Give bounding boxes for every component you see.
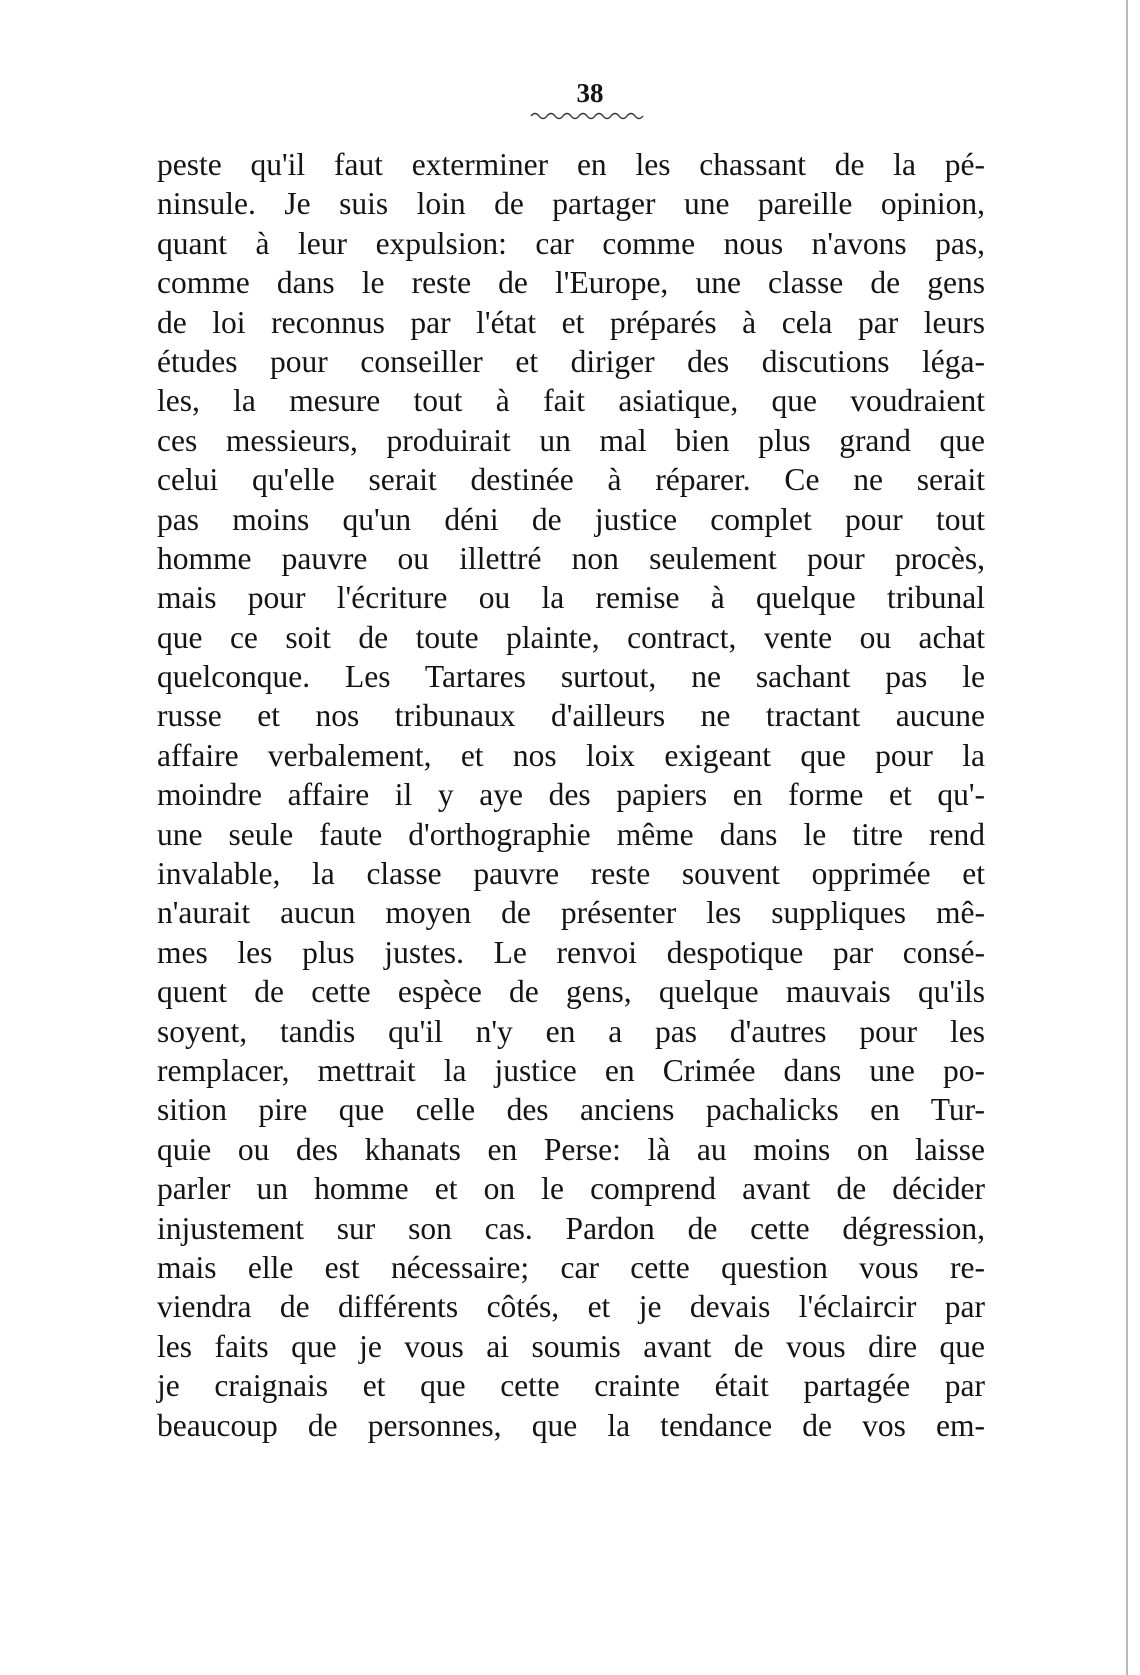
text-line: beaucoup de personnes, que la tendance de vos em- — [157, 1407, 985, 1443]
text-line: injustement sur son cas. Pardon de cette dégression, — [157, 1210, 985, 1246]
text-line: sition pire que celle des anciens pachalicks en Tur- — [157, 1092, 985, 1128]
text-line: russe et nos tribunaux d'ailleurs ne tractant aucune — [157, 698, 985, 734]
text-line: invalable, la classe pauvre reste souvent opprimée et — [157, 856, 985, 892]
text-line: n'aurait aucun moyen de présenter les suppliques mê- — [157, 895, 985, 931]
text-line: une seule faute d'orthographie même dans le titre rend — [157, 816, 985, 852]
text-line: quant à leur expulsion: car comme nous n'avons pas, — [157, 225, 985, 261]
text-line: mes les plus justes. Le renvoi despotique par consé- — [157, 934, 985, 970]
text-line: quelconque. Les Tartares surtout, ne sachant pas le — [157, 659, 985, 695]
text-line: homme pauvre ou illettré non seulement pour procès, — [157, 540, 985, 576]
text-line: pas moins qu'un déni de justice complet pour tout — [157, 501, 985, 537]
text-line: ninsule. Je suis loin de partager une pareille opinion, — [157, 186, 985, 222]
text-line: je craignais et que cette crainte était partagée par — [157, 1368, 985, 1404]
wavy-rule-ornament — [529, 110, 647, 120]
page-edge-line — [1126, 0, 1128, 1675]
text-line: études pour conseiller et diriger des discutions léga- — [157, 343, 985, 379]
text-line: quie ou des khanats en Perse: là au moins on laisse — [157, 1131, 985, 1167]
text-line: mais elle est nécessaire; car cette question vous re- — [157, 1249, 985, 1285]
text-line: les faits que je vous ai soumis avant de vous dire que — [157, 1328, 985, 1364]
text-line: remplacer, mettrait la justice en Crimée dans une po- — [157, 1052, 985, 1088]
text-line: ces messieurs, produirait un mal bien plus grand que — [157, 422, 985, 458]
text-line: peste qu'il faut exterminer en les chassant de la pé- — [157, 147, 985, 182]
text-line: que ce soit de toute plainte, contract, vente ou achat — [157, 619, 985, 655]
page-number: 38 — [576, 78, 604, 108]
text-line: comme dans le reste de l'Europe, une classe de gens — [157, 265, 985, 301]
text-line: affaire verbalement, et nos loix exigeant que pour la — [157, 737, 985, 773]
text-line: soyent, tandis qu'il n'y en a pas d'autres pour les — [157, 1013, 985, 1049]
text-line: de loi reconnus par l'état et préparés à cela par leurs — [157, 304, 985, 340]
text-line: mais pour l'écriture ou la remise à quelque tribunal — [157, 580, 985, 616]
page-header — [0, 78, 1140, 120]
body-paragraph — [157, 145, 985, 1445]
text-line: moindre affaire il y aye des papiers en forme et qu'- — [157, 777, 985, 813]
text-line: celui qu'elle serait destinée à réparer. Ce ne serait — [157, 462, 985, 498]
text-line: parler un homme et on le comprend avant de décider — [157, 1171, 985, 1207]
text-line: les, la mesure tout à fait asiatique, que voudraient — [157, 383, 985, 419]
text-line: viendra de différents côtés, et je devais l'éclaircir par — [157, 1289, 985, 1325]
text-line: quent de cette espèce de gens, quelque mauvais qu'ils — [157, 974, 985, 1010]
